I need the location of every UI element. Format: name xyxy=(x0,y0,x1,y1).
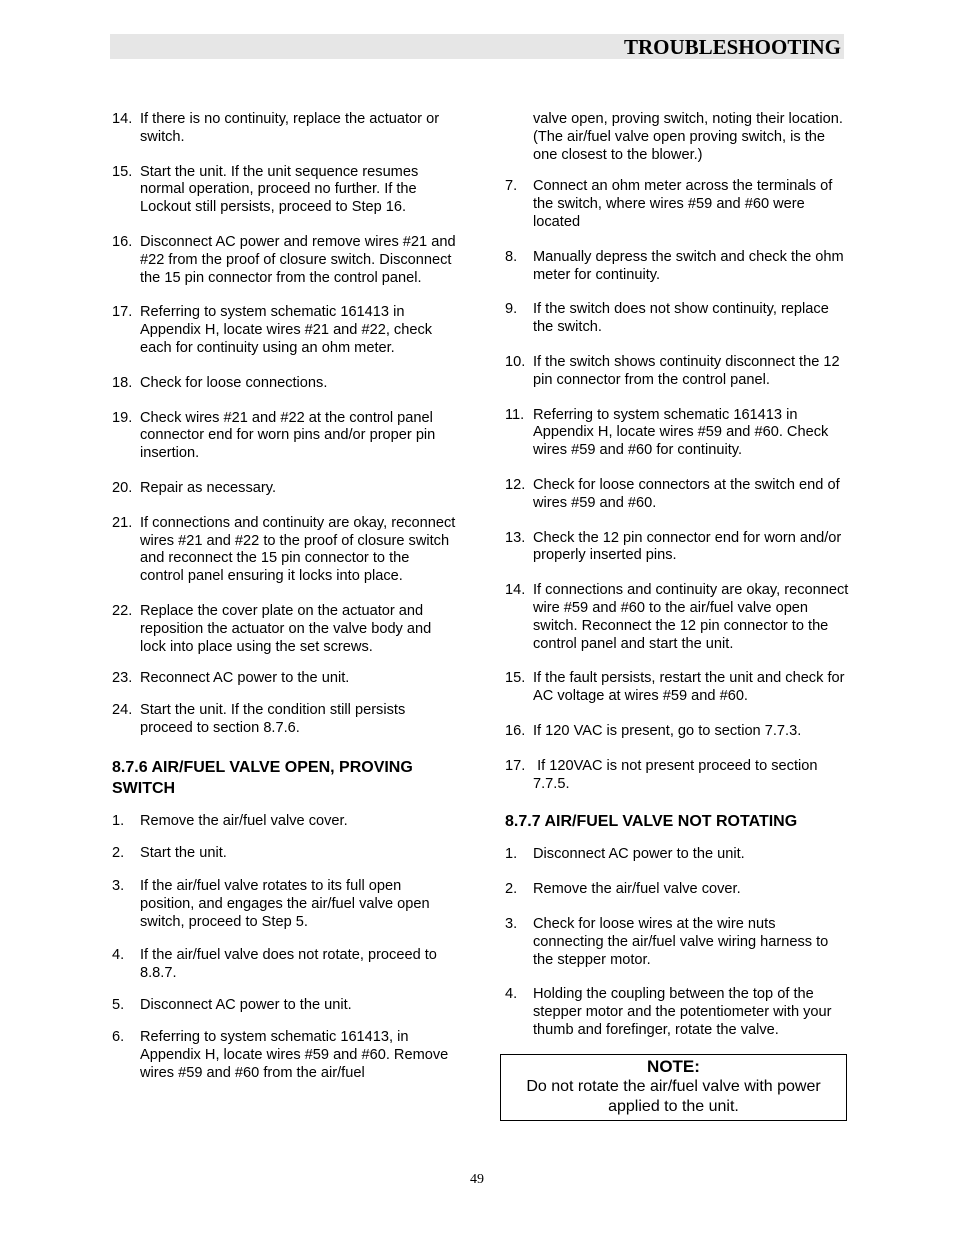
list-item: 6. Referring to system schematic 161413, in Appendix H, locate wires #59 and #60. Remove wires #59 and #60 from the air/fuel xyxy=(112,1029,449,1081)
list-item: 2. Remove the air/fuel valve cover. xyxy=(505,881,741,898)
page-number: 49 xyxy=(470,1172,484,1187)
list-item: 5. Disconnect AC power to the unit. xyxy=(112,997,352,1014)
list-item: 23. Reconnect AC power to the unit. xyxy=(112,670,350,687)
note-box xyxy=(500,1054,847,1121)
list-item: 8. Manually depress the switch and check the ohm meter for continuity. xyxy=(505,248,844,283)
list-item: 1. Remove the air/fuel valve cover. xyxy=(112,812,348,829)
list-item: 16. Disconnect AC power and remove wires #21 and #22 from the proof of closure switch. Disconnect the 15 pin connector from the control panel. xyxy=(112,233,456,286)
list-item: 17. If 120VAC is not present proceed to section 7.7.5. xyxy=(505,757,822,792)
list-item: 19. Check wires #21 and #22 at the control panel connector end for worn pins and/or proper pin insertion. xyxy=(112,409,436,462)
list-item: 20. Repair as necessary. xyxy=(112,479,276,496)
list-item: 24. Start the unit. If the condition still persists proceed to section 8.7.6. xyxy=(112,702,406,736)
list-item: 7. Connect an ohm meter across the terminals of the switch, where wires #59 and #60 were located xyxy=(505,178,833,230)
section-heading-877: 8.7.7 AIR/FUEL VALVE NOT ROTATING xyxy=(505,813,798,831)
list-item: 12. Check for loose connectors at the switch end of wires #59 and #60. xyxy=(505,476,840,511)
list-item: 15. Start the unit. If the unit sequence resumes normal operation, proceed no further. If the Lockout still persists, proceed to Step 16. xyxy=(112,163,419,216)
continued-text: valve open, proving switch, noting their location. (The air/fuel valve open proving switch, is the one closest to the blower.) xyxy=(533,111,843,163)
left-column xyxy=(112,111,457,1082)
list-item: 16. If 120 VAC is present, go to section 7.7.3. xyxy=(505,722,802,739)
note-title: NOTE: xyxy=(647,1056,700,1076)
left-list-a xyxy=(112,111,457,738)
list-item: 10. If the switch shows continuity disconnect the 12 pin connector from the control panel. xyxy=(505,353,840,388)
right-list-a xyxy=(505,178,850,793)
list-item: 18. Check for loose connections. xyxy=(112,374,328,391)
list-item: 14. If there is no continuity, replace the actuator or switch. xyxy=(112,111,440,145)
list-item: 2. Start the unit. xyxy=(112,844,227,861)
list-item: 9. If the switch does not show continuity, replace the switch. xyxy=(505,301,829,336)
section-heading-876: 8.7.6 AIR/FUEL VALVE OPEN, PROVING SWITCH xyxy=(112,758,413,797)
list-item: 15. If the fault persists, restart the unit and check for AC voltage at wires #59 and #60. xyxy=(505,670,845,705)
list-item: 22. Replace the cover plate on the actuator and reposition the actuator on the valve body and lock into place using the set screws. xyxy=(112,602,432,655)
list-item: 3. Check for loose wires at the wire nuts connecting the air/fuel valve wiring harness to the stepper motor. xyxy=(505,915,829,968)
list-item: 4. If the air/fuel valve does not rotate, proceed to 8.8.7. xyxy=(112,946,437,981)
left-list-b xyxy=(112,813,457,1083)
list-item: 21. If connections and continuity are okay, reconnect wires #21 and #22 to the proof of closure switch and reconnect the 15 pin connector to the control panel ensuring it locks into place. xyxy=(112,514,456,585)
page-title: TROUBLESHOOTING xyxy=(623,35,841,59)
note-text: Do not rotate the air/fuel valve with power applied to the unit. xyxy=(526,1077,821,1115)
header-bar xyxy=(110,34,844,59)
list-item: 14. If connections and continuity are okay, reconnect wire #59 and #60 to the air/fuel valve open switch. Reconnect the 12 pin connector to the control panel and start the unit. xyxy=(505,582,849,652)
list-item: 13. Check the 12 pin connector end for worn and/or properly inserted pins. xyxy=(505,529,842,564)
list-item: 4. Holding the coupling between the top of the stepper motor and the potentiometer with your thumb and forefinger, rotate the valve. xyxy=(505,986,832,1038)
list-item: 1. Disconnect AC power to the unit. xyxy=(505,846,745,863)
right-column xyxy=(505,111,850,1121)
list-item: 17. Referring to system schematic 161413 in Appendix H, locate wires #21 and #22, check each for continuity using an ohm meter. xyxy=(112,304,433,356)
right-list-b xyxy=(505,846,850,1039)
list-item: 3. If the air/fuel valve rotates to its full open position, and engages the air/fuel valve open switch, proceed to Step 5. xyxy=(112,878,430,930)
list-item: 11. Referring to system schematic 161413 in Appendix H, locate wires #59 and #60. Check wires #59 and #60 for continuity. xyxy=(505,406,829,459)
